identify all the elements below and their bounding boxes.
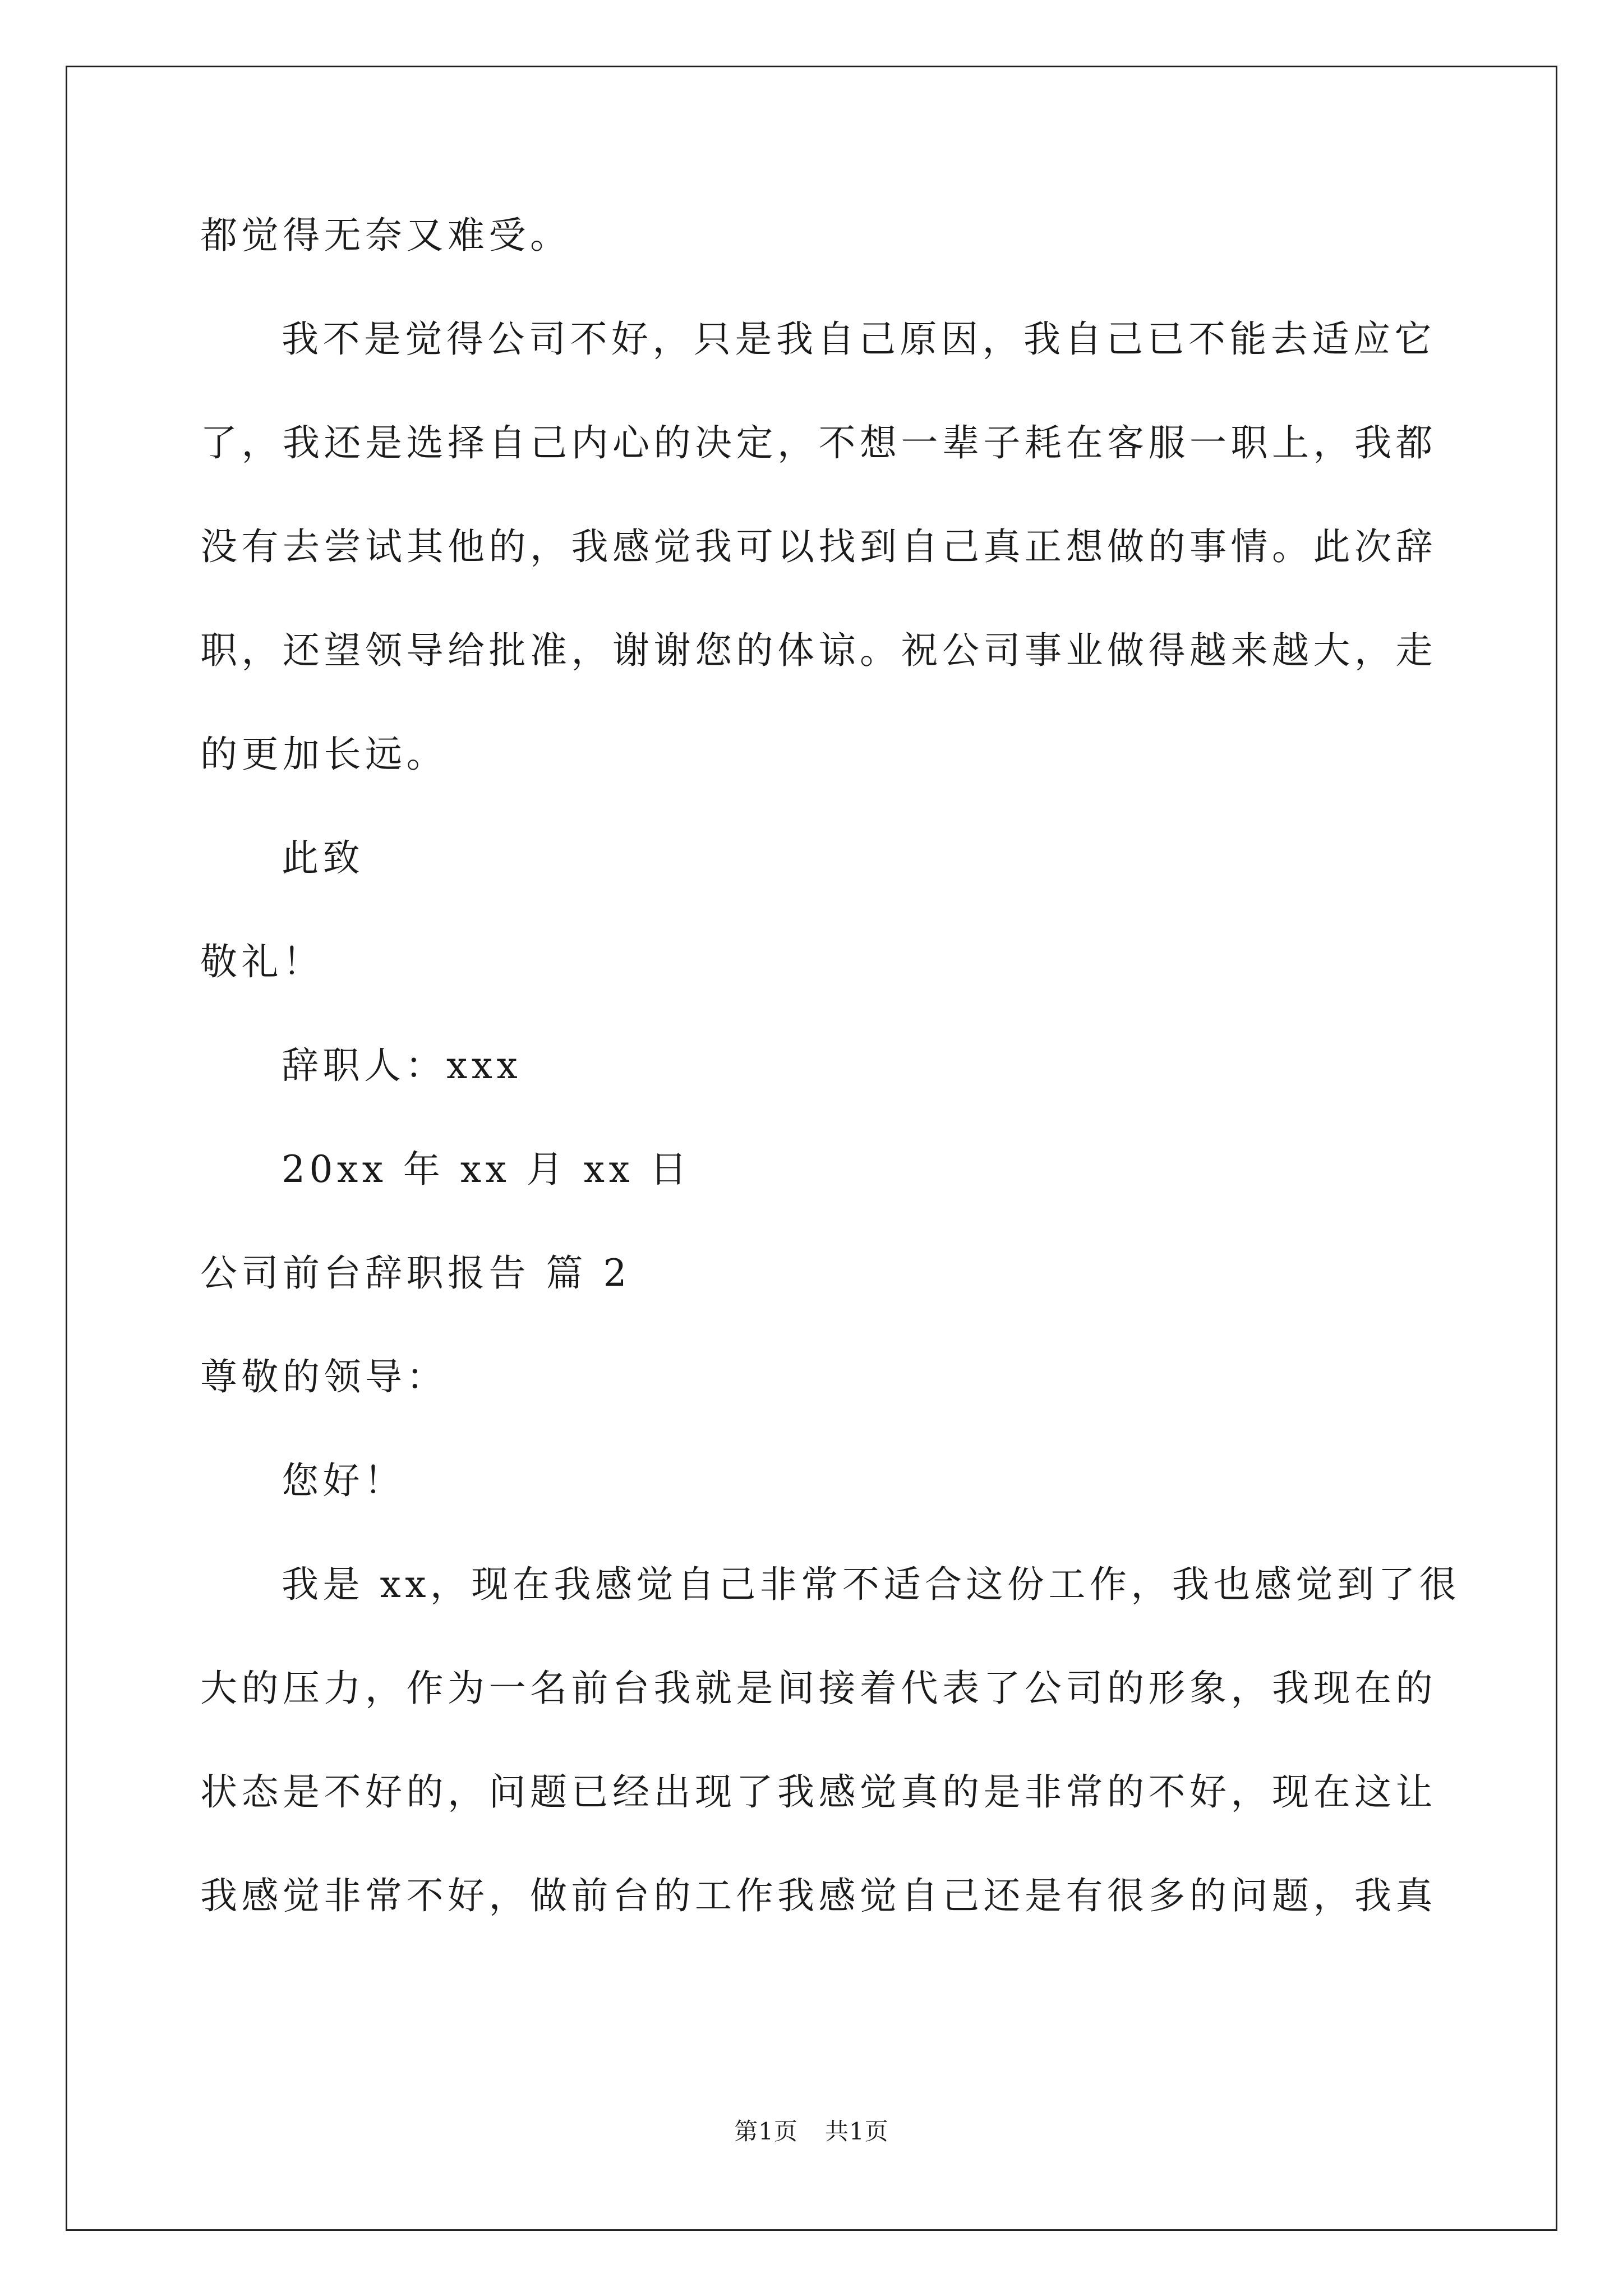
text-line: 了，我还是选择自己内心的决定，不想一辈子耗在客服一职上，我都 <box>200 421 1437 464</box>
signature-line: 辞职人：xxx <box>282 1044 522 1087</box>
text-line: 大的压力，作为一名前台我就是间接着代表了公司的形象，我现在的 <box>200 1667 1437 1710</box>
text-line: 的更加长远。 <box>200 733 448 776</box>
greeting: 尊敬的领导： <box>200 1355 448 1398</box>
page-total: 共1页 <box>825 2118 889 2145</box>
date-line: 20xx 年 xx 月 xx 日 <box>282 1148 691 1191</box>
text-line: 我不是觉得公司不好，只是我自己原因，我自己已不能去适应它 <box>282 318 1436 361</box>
page-number: 第1页 <box>734 2118 798 2145</box>
closing-phrase: 此致 <box>282 836 364 880</box>
section-title: 公司前台辞职报告 篇 2 <box>200 1251 631 1295</box>
text-line: 我是 xx，现在我感觉自己非常不适合这份工作，我也感觉到了很 <box>282 1563 1461 1606</box>
text-line: 状态是不好的，问题已经出现了我感觉真的是非常的不好，现在这让 <box>200 1770 1437 1814</box>
text-line: 没有去尝试其他的，我感觉我可以找到自己真正想做的事情。此次辞 <box>200 525 1437 568</box>
text-line: 职，还望领导给批准，谢谢您的体谅。祝公司事业做得越来越大，走 <box>200 629 1437 672</box>
greeting-hello: 您好！ <box>282 1459 405 1502</box>
text-line: 都觉得无奈又难受。 <box>200 214 571 257</box>
salutation: 敬礼！ <box>200 940 324 983</box>
text-line: 我感觉非常不好，做前台的工作我感觉自己还是有很多的问题，我真 <box>200 1874 1437 1917</box>
page-footer <box>0 2115 1623 2148</box>
